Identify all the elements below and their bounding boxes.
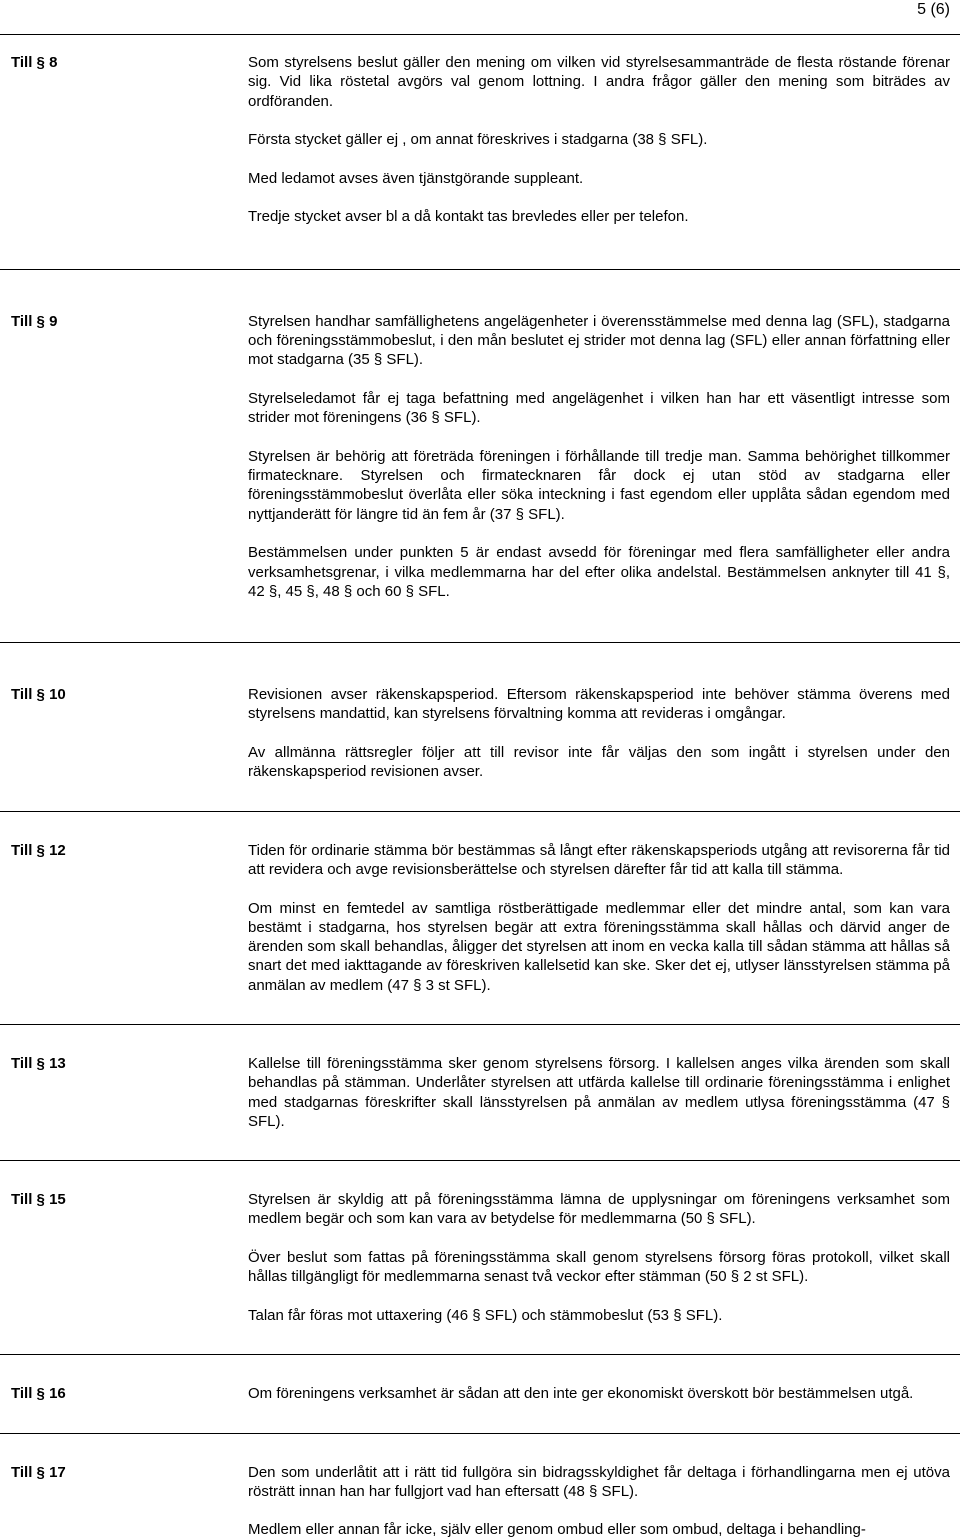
section-label: Till § 16 [11,1385,66,1403]
paragraph: Om föreningens verksamhet är sådan att den inte ger ekonomiskt överskott bör bestämmelsen utgå. [248,1385,914,1403]
section-body [248,312,950,601]
section [0,53,960,227]
section-divider [0,1354,960,1355]
section-divider [0,642,960,643]
paragraph: Över beslut som fattas på föreningsstämma skall genom styrelsens försorg föras protokoll, vilket skall hållas tillgängligt för medlemmarna senast två veckor efter stämman (50 § 2 st SFL). [248,1249,950,1286]
document-body [0,53,960,1540]
paragraph: Revisionen avser räkenskapsperiod. Eftersom räkenskapsperiod inte behöver stämma överens med styrelsens mandattid, kan styrelsens förvaltning komma att revideras i omgångar. [248,686,950,723]
paragraph: Första stycket gäller ej , om annat föreskrives i stadgarna (38 § SFL). [248,131,708,149]
section-body [248,841,950,995]
section-label: Till § 12 [11,841,66,859]
paragraph: Av allmänna rättsregler följer att till revisor inte får väljas den som ingått i styrelsen under den räkenskapsperiod revisionen avser. [248,744,950,781]
paragraph: Styrelsen är skyldig att på föreningsstämma lämna de upplysningar om föreningens verksamhet som medlem begär och som kan vara av betydelse för medlemmarna (50 § SFL). [248,1191,950,1228]
section [0,1463,960,1540]
section [0,312,960,601]
section-divider [0,1433,960,1434]
section [0,1384,960,1403]
header-rule [0,34,960,35]
section [0,841,960,995]
paragraph: Med ledamot avses även tjänstgörande suppleant. [248,169,584,187]
section-body [248,1384,950,1403]
section-divider [0,811,960,812]
page-number: 5 (6) [917,1,950,18]
paragraph: Talan får föras mot uttaxering (46 § SFL) och stämmobeslut (53 § SFL). [248,1306,723,1324]
paragraph: Styrelsen är behörig att företräda föreningen i förhållande till tredje man. Samma behörighet tillkommer firmatecknare. Styrelsen och firmatecknaren får dock ej utan stöd av stadgarna eller föreningsstämmobeslut överlåta eller söka inteckning i fast egendom eller upplåta sådan egendom med nyttjanderätt för längre tid än fem år (37 § SFL). [248,447,950,523]
section-divider [0,1160,960,1161]
section-label: Till § 17 [11,1463,66,1481]
paragraph: Om minst en femtedel av samtliga röstberättigade medlemmar eller det mindre antal, som kan vara bestämt i stadgarna, hos styrelsen begär att extra föreningsstämma skall hållas och därvid anger de ärenden som skall behandlas, åligger det styrelsen att inom en vecka kalla till sådan stämma att hållas så snart det med iakttagande av föreskriven kallelsetid kan ske. Sker det ej, utlyser länsstyrelsen stämma på anmälan av medlem (47 § 3 st SFL). [248,899,950,994]
section-divider [0,269,960,270]
section-body [248,1190,950,1325]
section-divider [0,1024,960,1025]
paragraph: Bestämmelsen under punkten 5 är endast avsedd för föreningar med flera samfälligheter eller andra verksamhetsgrenar, i vilka medlemmarna har del efter olika andelstal. Bestämmelsen anknyter till 41 §, 42 §, 45 §, 48 § och 60 § SFL. [248,544,950,600]
paragraph: Kallelse till föreningsstämma sker genom styrelsens försorg. I kallelsen anges vilka ärenden som skall behandlas på stämman. Underlåter styrelsen att utfärda kallelse till ordinarie föreningsstämma i enlighet med stadgarnas föreskrifter skall länsstyrelsen på anmälan av medlem utlysa föreningsstämma (47 § SFL). [248,1054,950,1130]
section-label: Till § 10 [11,686,66,704]
section [0,1190,960,1325]
section [0,1054,960,1131]
section-body [248,53,950,227]
section-label: Till § 15 [11,1191,66,1209]
section [0,685,960,781]
section-label: Till § 9 [11,312,58,330]
paragraph: Som styrelsens beslut gäller den mening om vilken vid styrelsesammanträde de flesta röstande förenar sig. Vid lika röstetal avgörs val genom lottning. I andra frågor gäller den mening som biträdes av ordföranden. [248,54,950,110]
section-body [248,685,950,781]
paragraph: Den som underlåtit att i rätt tid fullgöra sin bidragsskyldighet får deltaga i förhandlingarna men ej utöva rösträtt innan han har fullgjort vad han eftersatt (48 § SFL). [248,1463,950,1500]
section-body [248,1463,950,1540]
section-label: Till § 8 [11,54,58,71]
section-body [248,1054,950,1131]
paragraph: Tiden för ordinarie stämma bör bestämmas så långt efter räkenskapsperiods utgång att revisorerna får tid att revidera och avge revisionsberättelse och styrelsen därefter får tid att kalla till stämma. [248,841,950,878]
paragraph: Medlem eller annan får icke, själv eller genom ombud eller som ombud, deltaga i behandling- [248,1521,866,1539]
paragraph: Tredje stycket avser bl a då kontakt tas brevledes eller per telefon. [248,208,689,226]
paragraph: Styrelsen handhar samfällighetens angelägenheter i överensstämmelse med denna lag (SFL), stadgarna och föreningsstämmobeslut, i den mån beslutet ej strider mot denna lag (SFL) eller annan författning eller mot stadgarna (35 § SFL). [248,312,950,369]
section-label: Till § 13 [11,1054,66,1072]
paragraph: Styrelseledamot får ej taga befattning med angelägenhet i vilken han har ett väsentligt intresse som strider mot föreningens (36 § SFL). [248,389,950,427]
